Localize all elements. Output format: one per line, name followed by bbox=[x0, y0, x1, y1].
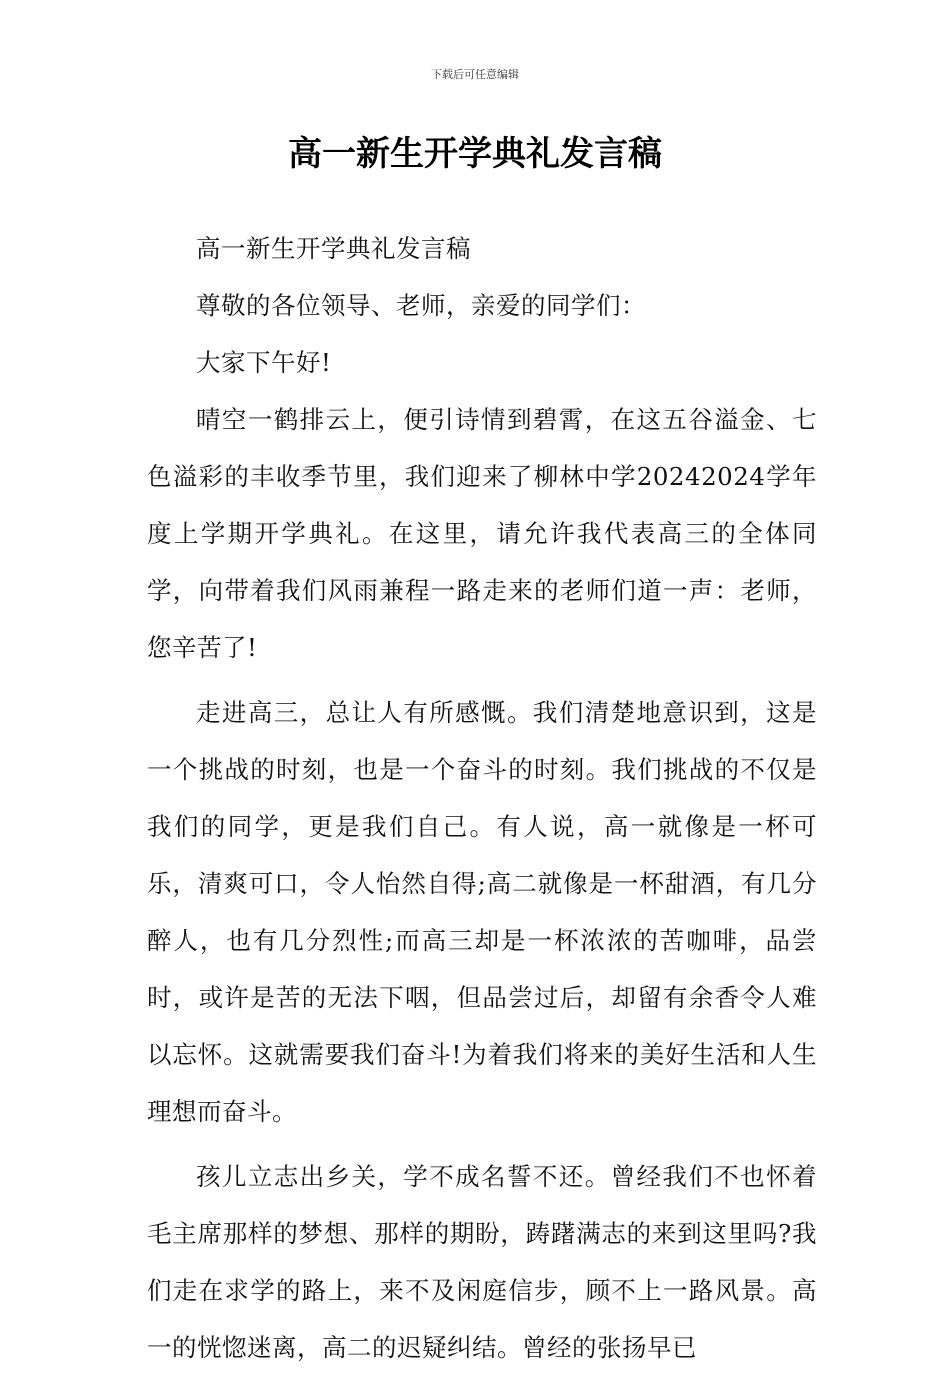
paragraph-subtitle: 高一新生开学典礼发言稿 bbox=[196, 234, 471, 263]
document-body bbox=[147, 220, 817, 1376]
paragraph-salutation: 尊敬的各位领导、老师，亲爱的同学们： bbox=[196, 291, 646, 320]
paragraph-greeting: 大家下午好! bbox=[196, 348, 332, 377]
paragraph-body: 晴空一鹤排云上，便引诗情到碧霄，在这五谷溢金、七色溢彩的丰收季节里，我们迎来了柳林中学20242024学年度上学期开学典礼。在这里，请允许我代表高三的全体同学，向带着我们风雨兼程一路走来的老师们道一声：老师，您辛苦了! bbox=[147, 405, 817, 662]
header-note: 下载后可任意编辑 bbox=[431, 68, 519, 81]
page-title: 高一新生开学典礼发言稿 bbox=[288, 134, 662, 174]
paragraph-body: 走进高三，总让人有所感慨。我们清楚地意识到，这是一个挑战的时刻，也是一个奋斗的时刻。我们挑战的不仅是我们的同学，更是我们自己。有人说，高一就像是一杯可乐，清爽可口，令人怡然自得;高二就像是一杯甜酒，有几分醉人，也有几分烈性;而高三却是一杯浓浓的苦咖啡，品尝时，或许是苦的无法下咽，但品尝过后，却留有余香令人难以忘怀。这就需要我们奋斗!为着我们将来的美好生活和人生理想而奋斗。 bbox=[147, 698, 817, 1126]
paragraph-body: 孩儿立志出乡关，学不成名誓不还。曾经我们不也怀着毛主席那样的梦想、那样的期盼，踌躇满志的来到这里吗?我们走在求学的路上，来不及闲庭信步，顾不上一路风景。高一的恍惚迷离，高二的迟疑纠结。曾经的张扬早已 bbox=[147, 1162, 817, 1362]
